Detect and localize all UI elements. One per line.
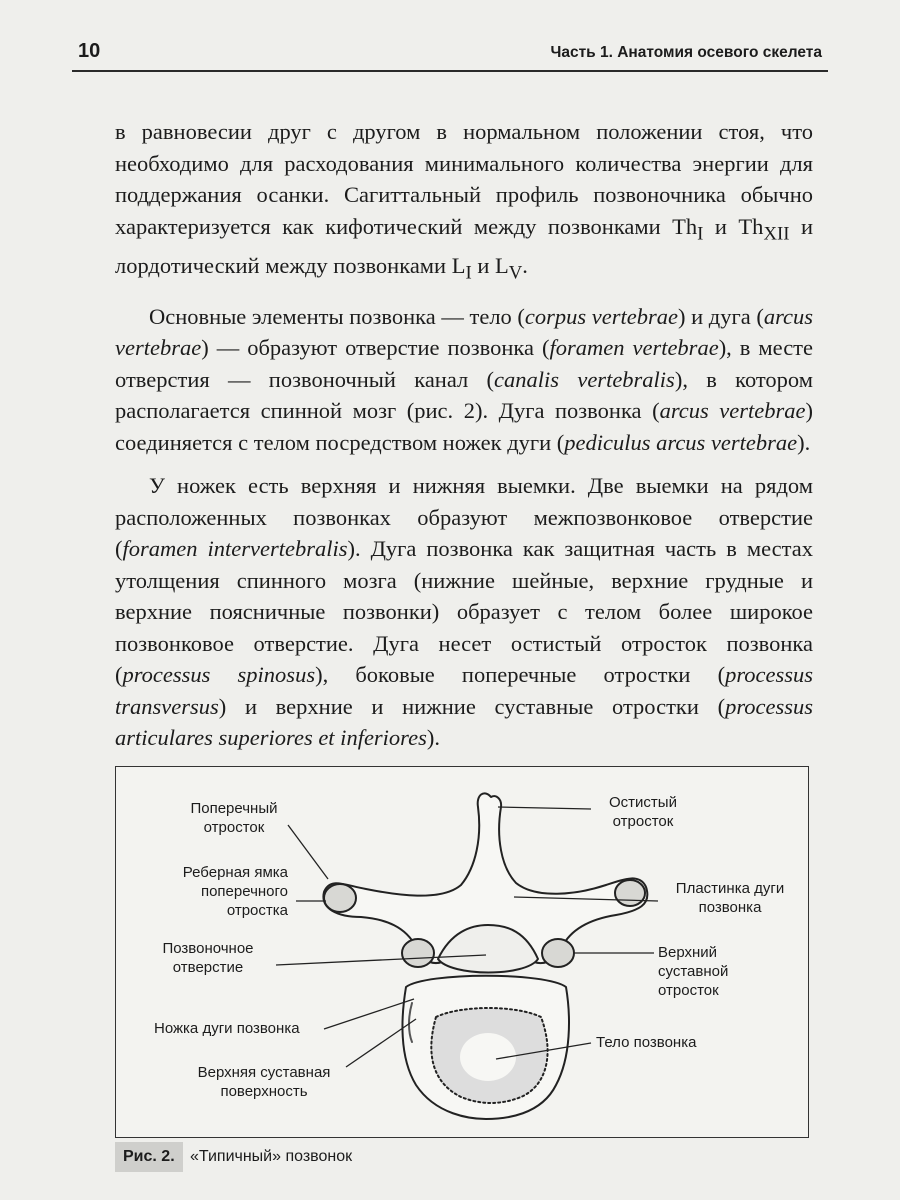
label-superior-articular-process: Верхний суставной отросток xyxy=(658,944,729,999)
figure-vertebra xyxy=(115,766,809,1138)
latin-term: pediculus arcus vertebrae xyxy=(564,429,798,455)
text-run: ) соединяется с телом посредством ножек дуги ( xyxy=(115,398,814,455)
paragraph-2 xyxy=(115,301,813,459)
paragraph-1 xyxy=(115,116,813,289)
left-costal-facet xyxy=(324,884,356,912)
label-transverse-process: Поперечный отросток xyxy=(190,800,278,836)
right-costal-facet xyxy=(615,880,645,906)
latin-term: arcus vertebrae xyxy=(659,398,806,423)
text-run: и лордотический между позвонками L xyxy=(115,213,813,278)
leader-spinous xyxy=(498,807,591,809)
label-vertebral-foramen: Позвоночное отверстие xyxy=(162,940,254,976)
latin-term: arcus vertebrae xyxy=(115,303,814,360)
text-run: в равновесии друг с другом в нормальном положении стоя, что необходимо для расходования минимального количества энергии для поддержания осанки. Сагиттальный профиль позвоночника обычно характеризуется как кифотический между позвонками Th xyxy=(115,119,813,239)
label-costal-facet: Реберная ямка поперечного отростка xyxy=(182,864,288,919)
subscript: V xyxy=(508,262,523,283)
latin-term: corpus vertebrae xyxy=(524,303,679,329)
label-lamina: Пластинка дуги позвонка xyxy=(675,880,785,916)
text-run: и Th xyxy=(703,213,764,239)
latin-term: processus articulares superiores et inferiores xyxy=(115,693,813,750)
text-run: ). xyxy=(797,429,811,455)
figure-caption-text: «Типичный» позвонок xyxy=(190,1148,353,1165)
left-articular-facet xyxy=(402,939,434,967)
latin-term: foramen vertebrae xyxy=(549,335,719,360)
label-pedicle: Ножка дуги позвонка xyxy=(154,1020,300,1037)
latin-term: foramen intervertebralis xyxy=(122,536,348,561)
text-run: ), в котором располагается спинной мозг (рис. 2). Дуга позвонка ( xyxy=(115,366,813,423)
latin-term: canalis vertebralis xyxy=(494,366,675,392)
right-articular-facet xyxy=(542,939,574,967)
label-spinous-process: Остистый отросток xyxy=(609,794,677,830)
subscript: I xyxy=(465,262,472,283)
text-run: ), боковые поперечные отростки ( xyxy=(315,662,726,687)
latin-term: processus spinosus xyxy=(122,662,316,687)
text-run: ) — образуют отверстие позвонка ( xyxy=(201,335,550,360)
text-run: ), в месте отверстия — позвоночный канал ( xyxy=(115,335,814,392)
paragraph-3 xyxy=(115,470,813,754)
leader-transverse xyxy=(288,825,328,879)
header-rule xyxy=(72,70,828,72)
page-number: 10 xyxy=(78,40,101,62)
latin-term: processus transversus xyxy=(115,662,813,719)
text-run: ) и дуга ( xyxy=(678,303,764,329)
text-run: Основные элементы позвонка — тело ( xyxy=(149,303,525,329)
label-vertebral-body: Тело позвонка xyxy=(596,1034,697,1051)
text-run: ). xyxy=(426,725,440,750)
leader-pedicle xyxy=(324,999,414,1029)
text-run: У ножек есть верхняя и нижняя выемки. Две выемки на рядом расположенных позвонках образуют межпозвонковое отверстие ( xyxy=(115,473,813,561)
body-text xyxy=(115,116,813,766)
text-run: ) и верхние и нижние суставные отростки ( xyxy=(218,693,726,719)
running-head: Часть 1. Анатомия осевого скелета xyxy=(550,44,822,61)
subscript: I xyxy=(697,223,704,244)
text-run: и L xyxy=(471,252,509,278)
subscript: XII xyxy=(763,223,790,244)
text-run: . xyxy=(522,252,528,278)
text-run: ). Дуга позвонка как защитная часть в местах утолщения спинного мозга (нижние шейные, верхние грудные и верхние поясничные позвонки) образует с телом более широкое позвонковое отверстие. Дуга несет остистый отросток позвонка ( xyxy=(115,536,813,687)
figure-caption-tag: Рис. 2. xyxy=(115,1142,183,1172)
label-superior-articular-surface: Верхняя суставная поверхность xyxy=(197,1064,331,1100)
